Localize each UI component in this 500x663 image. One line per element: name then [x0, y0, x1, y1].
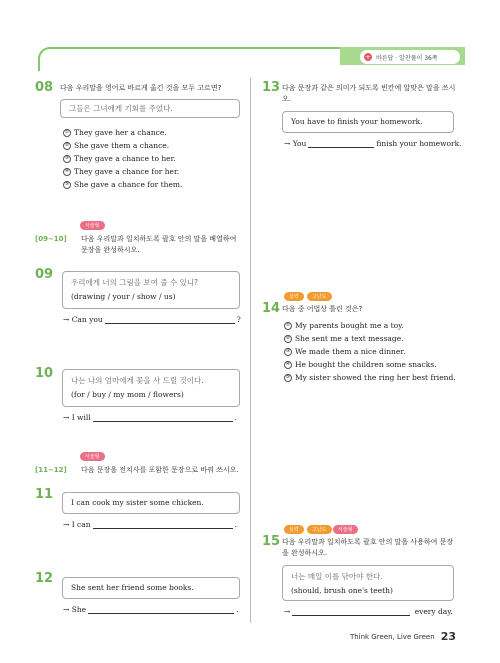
page-number: 23 [440, 630, 456, 643]
q12-prompt-box [62, 577, 240, 599]
q08-korean-sentence: 그들은 그녀에게 기회를 주었다. [69, 104, 173, 113]
q14-option-2[interactable]: ② She sent me a text message. [285, 334, 404, 343]
q15-difficulty-badge: 고난도 [307, 525, 332, 534]
column-divider [250, 78, 251, 623]
q13-question-2: 오. [282, 95, 291, 103]
q15-question-2: 을 완성하시오. [282, 549, 328, 557]
page-footer [350, 630, 456, 643]
q09-prompt-box [62, 271, 240, 309]
q14-option-3[interactable]: ③ We made them a nice dinner. [285, 347, 406, 356]
q10-korean-sentence: 나는 나의 엄마에게 꽃을 사 드릴 것이다. [71, 376, 204, 385]
q13-question-1: 다음 문장과 같은 의미가 되도록 빈칸에 알맞은 말을 쓰시 [282, 84, 456, 92]
q09-blank[interactable] [105, 315, 235, 324]
q08-option-3[interactable]: ③ They gave a chance to her. [64, 154, 176, 163]
q09-answer-line[interactable]: → Can you ? [63, 315, 241, 324]
q11-sentence: I can cook my sister some chicken. [71, 498, 204, 507]
q14-option-5[interactable]: ⑤ My sister showed the ring her best friend. [285, 373, 456, 382]
q10-blank[interactable] [93, 413, 233, 422]
q11-prompt-box [62, 492, 240, 514]
q15-question-1: 다음 우리말과 일치하도록 괄호 안의 말을 사용하여 문장 [282, 538, 454, 546]
answer-dot-icon: + [365, 53, 371, 61]
answer-reference-tag [360, 50, 460, 64]
answer-reference-text: 바른답 · 알찬풀이 36쪽 [376, 54, 438, 62]
q13-answer-line[interactable]: → You finish your homework. [284, 139, 462, 148]
section-0910-instruction-1: 다음 우리말과 일치하도록 괄호 안의 말을 배열하여 [81, 235, 237, 243]
q15-number: 15 [262, 534, 281, 549]
q08-option-2[interactable]: ② She gave them a chance. [64, 141, 170, 150]
book-title: Think Green, Live Green [349, 632, 435, 641]
q08-korean-box [60, 99, 240, 118]
q08-option-1[interactable]: ① They gave her a chance. [64, 128, 167, 137]
q12-sentence: She sent her friend some books. [71, 583, 194, 592]
q13-prompt-box [282, 111, 454, 133]
q14-question: 다음 중 어법상 틀린 것은? [282, 305, 363, 313]
q08-question: 다음 우리말을 영어로 바르게 옮긴 것을 모두 고르면? [60, 84, 222, 92]
q15-level-badge: 실력 [284, 525, 304, 534]
q14-option-4[interactable]: ④ He bought the children some snacks. [285, 360, 437, 369]
q12-answer-line[interactable]: → She . [63, 605, 239, 614]
q13-blank[interactable] [308, 139, 374, 148]
q11-blank[interactable] [93, 520, 233, 529]
q15-blank[interactable] [292, 607, 410, 616]
q15-type-badge: 서술형 [333, 525, 358, 534]
section-1112-instruction: 다음 문장을 전치사를 포함한 문장으로 바꿔 쓰시오. [81, 466, 239, 474]
section-0910-badge: 서술형 [80, 221, 105, 230]
q15-korean-sentence: 너는 매일 이를 닦아야 한다. [291, 572, 383, 581]
q11-number: 11 [35, 487, 54, 502]
q14-option-1[interactable]: ① My parents bought me a toy. [285, 321, 404, 330]
q10-prompt-box [62, 369, 240, 407]
q11-answer-line[interactable]: → I can . [63, 520, 237, 529]
q10-word-hints: (for / buy / my mom / flowers) [71, 390, 184, 399]
q15-prompt-box [282, 565, 454, 601]
q08-number: 08 [35, 80, 54, 95]
q10-answer-line[interactable]: → I will . [63, 413, 238, 422]
section-0910-instruction-2: 문장을 완성하시오. [81, 246, 140, 254]
section-0910-number: [09~10] [35, 235, 67, 243]
q14-level-badge: 실력 [284, 292, 304, 301]
section-1112-number: [11~12] [35, 466, 67, 474]
q14-number: 14 [262, 301, 281, 316]
q15-word-hints: (should, brush one's teeth) [291, 586, 393, 595]
q08-option-5[interactable]: ⑤ She gave a chance for them. [64, 180, 183, 189]
q13-number: 13 [262, 80, 281, 95]
q12-blank[interactable] [88, 605, 234, 614]
q13-sentence: You have to finish your homework. [291, 117, 423, 126]
q08-option-4[interactable]: ④ They gave a chance for her. [64, 167, 180, 176]
section-1112-badge: 서술형 [80, 452, 105, 461]
q09-korean-sentence: 우리에게 너의 그림을 보여 줄 수 있니? [71, 278, 198, 287]
q12-number: 12 [35, 571, 54, 586]
q09-number: 09 [35, 267, 54, 282]
q10-number: 10 [35, 366, 54, 381]
q15-answer-line[interactable]: → every day. [284, 607, 453, 616]
q14-difficulty-badge: 고난도 [307, 292, 332, 301]
q09-word-hints: (drawing / your / show / us) [71, 292, 176, 301]
